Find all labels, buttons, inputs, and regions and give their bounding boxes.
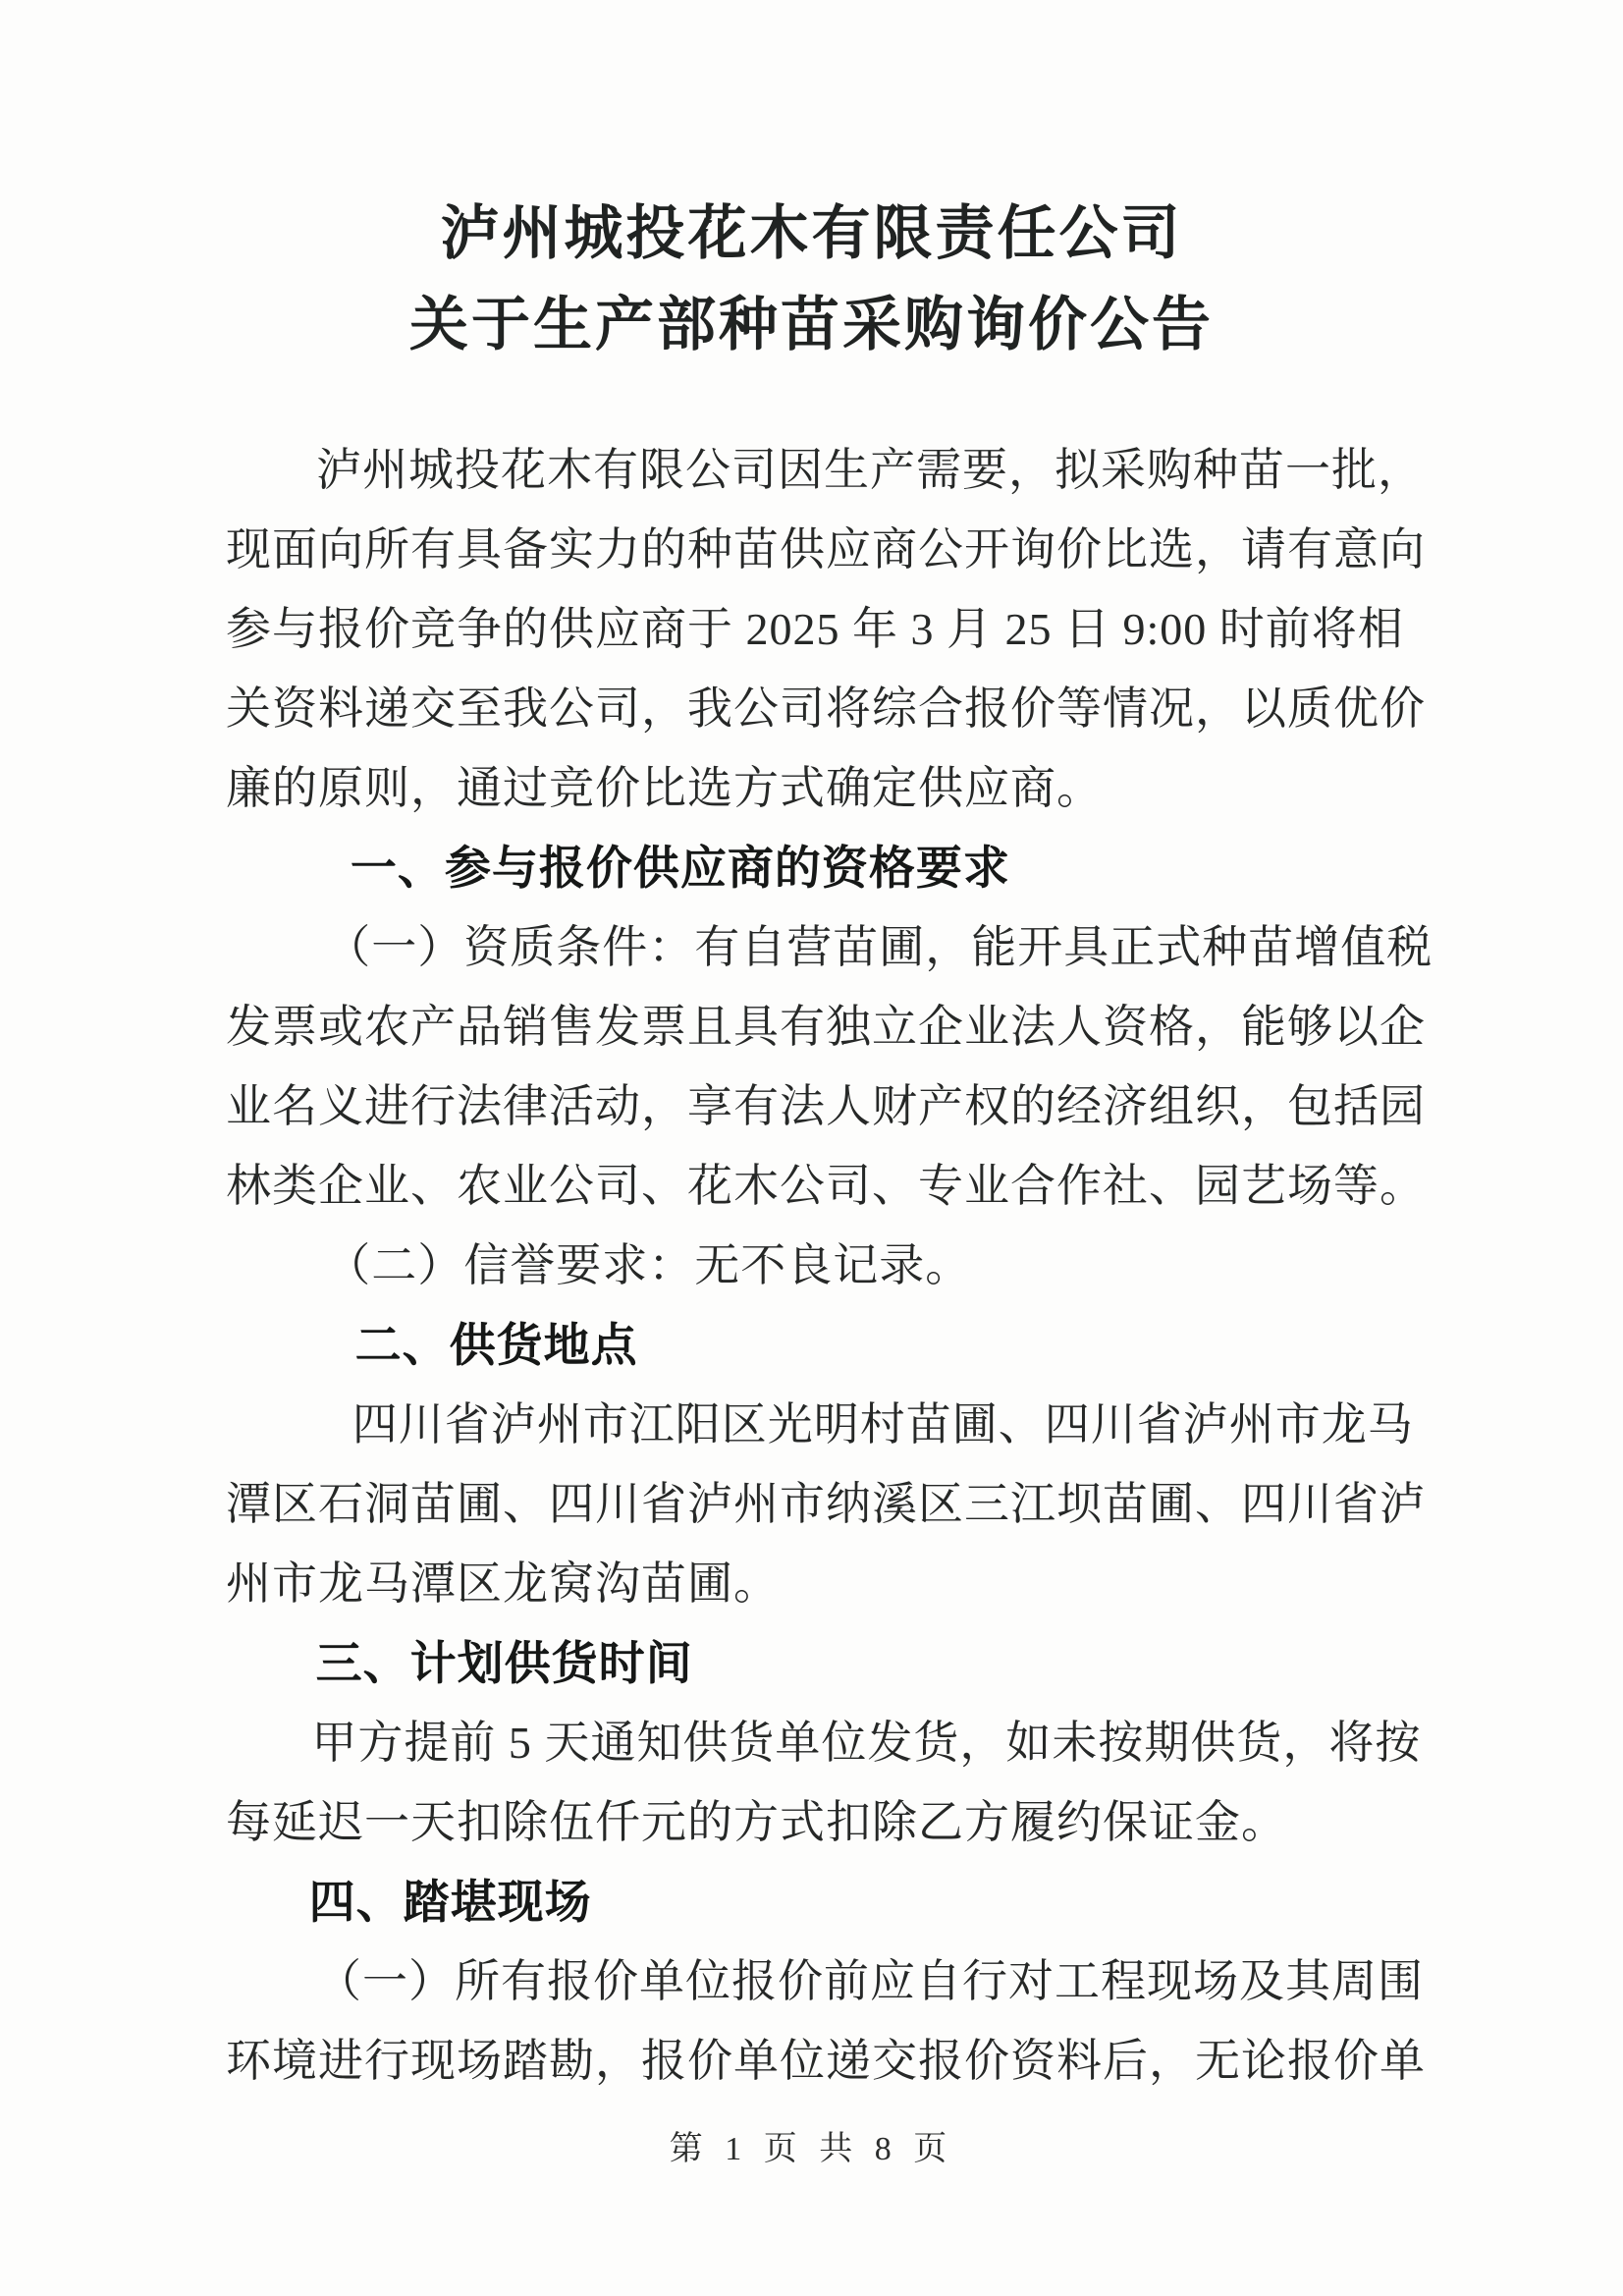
document-line: 关资料递交至我公司，我公司将综合报价等情况，以质优价 — [226, 683, 1426, 734]
document-line: 甲方提前 5 天通知供货单位发货，如未按期供货，将按 — [311, 1718, 1422, 1768]
document-line: 环境进行现场踏勘，报价单位递交报价资料后，无论报价单 — [226, 2036, 1426, 2086]
document-line: 二、供货地点 — [354, 1319, 638, 1371]
document-line: 潭区石洞苗圃、四川省泸州市纳溪区三江坝苗圃、四川省泸 — [226, 1479, 1426, 1529]
document-line: 业名义进行法律活动，享有法人财产权的经济组织，包括园 — [226, 1081, 1426, 1131]
document-line: （二）信誉要求：无不良记录。 — [325, 1240, 972, 1290]
page-number-footer: 第 1 页 共 8 页 — [669, 2131, 954, 2167]
document-line: 三、计划供货时间 — [315, 1637, 693, 1689]
document-line: 发票或农产品销售发票且具有独立企业法人资格，能够以企 — [226, 1002, 1426, 1052]
document-line: （一）所有报价单位报价前应自行对工程现场及其周围 — [316, 1956, 1424, 2006]
title-line-1: 泸州城投花木有限责任公司 — [440, 201, 1183, 266]
document-line: 四川省泸州市江阳区光明村苗圃、四川省泸州市龙马 — [352, 1399, 1414, 1449]
document-title — [0, 189, 1623, 371]
document-line: 现面向所有具备实力的种苗供应商公开询价比选，请有意向 — [226, 524, 1426, 574]
document-line: （一）资质条件：有自营苗圃，能开具正式种苗增值税 — [325, 922, 1434, 972]
document-line: 泸州城投花木有限公司因生产需要，拟采购种苗一批， — [316, 445, 1424, 495]
document-line: 四、踏堪现场 — [308, 1876, 592, 1928]
document-line: 州市龙马潭区龙窝沟苗圃。 — [226, 1558, 780, 1609]
document-line: 一、参与报价供应商的资格要求 — [350, 842, 1010, 894]
title-line-2: 关于生产部种苗采购询价公告 — [409, 293, 1214, 357]
document-line: 参与报价竞争的供应商于 2025 年 3 月 25 日 9:00 时前将相 — [226, 604, 1404, 654]
document-line: 林类企业、农业公司、花木公司、专业合作社、园艺场等。 — [226, 1161, 1426, 1211]
document-body — [226, 430, 1434, 2101]
document-line: 廉的原则，通过竞价比选方式确定供应商。 — [226, 763, 1103, 813]
document-line: 每延迟一天扣除伍仟元的方式扣除乙方履约保证金。 — [226, 1797, 1287, 1847]
